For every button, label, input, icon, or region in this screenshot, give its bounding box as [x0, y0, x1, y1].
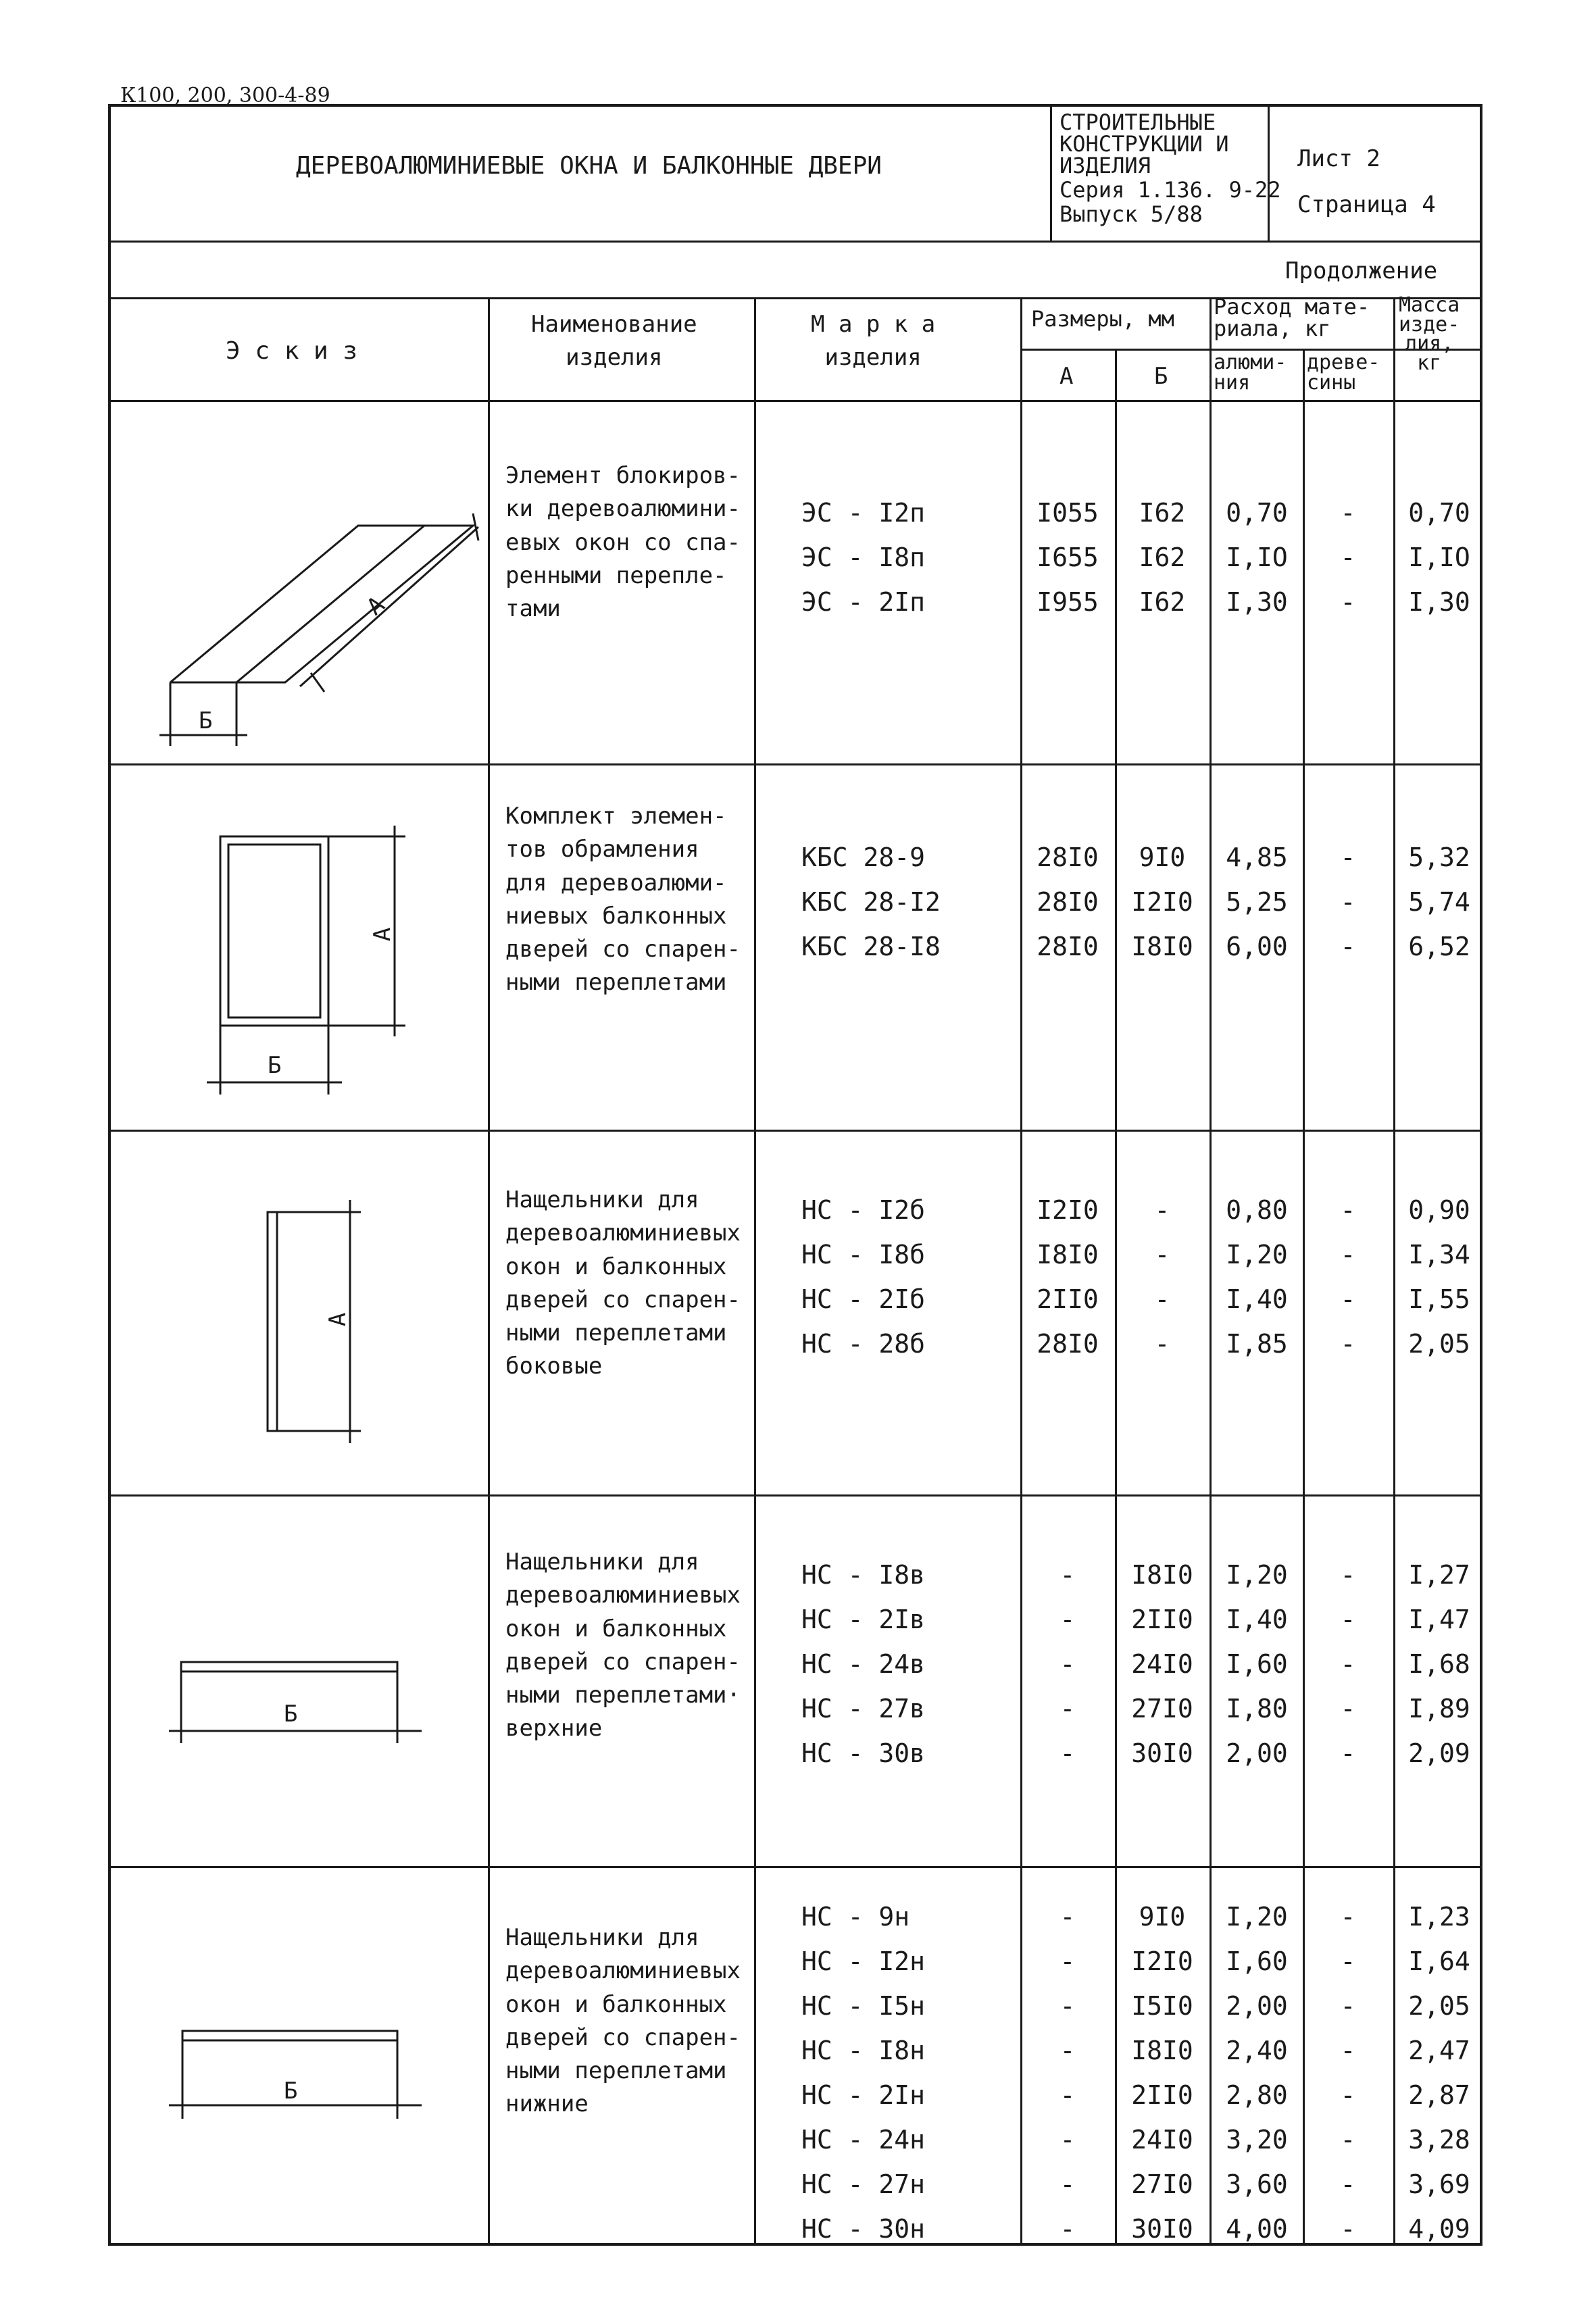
cell-al: I,60 — [1226, 1946, 1288, 1976]
cell-wood: - — [1340, 498, 1356, 528]
cell-b: 27I0 — [1131, 1694, 1193, 1724]
cell-wood: - — [1340, 587, 1356, 617]
cell-wood: - — [1340, 1694, 1356, 1724]
cell-mark: НС - 9н — [801, 1902, 910, 1932]
cell-wood: - — [1340, 1240, 1356, 1269]
cell-mass: I,55 — [1408, 1284, 1470, 1314]
cell-al: 0,70 — [1226, 498, 1288, 528]
cell-al: 3,60 — [1226, 2169, 1288, 2199]
cell-al: 3,20 — [1226, 2125, 1288, 2155]
cell-wood: - — [1340, 1991, 1356, 2021]
product-name: Комплект элемен- тов обрамления для деревоалюми- ниевых балконных дверей со спарен- ными переплетами — [505, 803, 741, 997]
product-name: Нащельники для деревоалюминиевых окон и балконных дверей со спарен- ными переплетами· верхние — [505, 1549, 741, 1742]
col-header-wood: древе- сины — [1307, 351, 1380, 395]
product-name: Нащельники для деревоалюминиевых окон и балконных дверей со спарен- ными переплетами нижние — [505, 1924, 741, 2118]
cell-mark: КБС 28-9 — [801, 842, 926, 872]
cell-a: 28I0 — [1037, 887, 1099, 917]
cell-mass: 0,90 — [1408, 1195, 1470, 1225]
dimension-label-b: Б — [284, 2078, 298, 2105]
cell-mass: 4,09 — [1408, 2214, 1470, 2244]
cell-b: I8I0 — [1131, 1560, 1193, 1590]
cell-wood: - — [1340, 2169, 1356, 2199]
cell-b: I2I0 — [1131, 1946, 1193, 1976]
document-code: К100, 200, 300-4-89 — [120, 84, 330, 107]
cell-wood: - — [1340, 932, 1356, 961]
cell-a: I655 — [1037, 543, 1099, 572]
cell-a: - — [1059, 1694, 1076, 1724]
cell-b: - — [1154, 1329, 1170, 1359]
cell-wood: - — [1340, 543, 1356, 572]
cell-al: 4,00 — [1226, 2214, 1288, 2244]
cell-wood: - — [1340, 842, 1356, 872]
cell-mass: 3,28 — [1408, 2125, 1470, 2155]
cell-mass: 2,47 — [1408, 2036, 1470, 2065]
cell-a: - — [1059, 2080, 1076, 2110]
stamp-line: Выпуск 5/88 — [1059, 201, 1203, 227]
cell-mass: 2,05 — [1408, 1329, 1470, 1359]
sheet-number: Лист 2 — [1297, 145, 1380, 172]
cell-mass: 2,09 — [1408, 1738, 1470, 1768]
cell-mark: НС - 30н — [801, 2214, 926, 2244]
cell-b: I2I0 — [1131, 887, 1193, 917]
cell-al: I,20 — [1226, 1902, 1288, 1932]
cell-a: - — [1059, 2169, 1076, 2199]
page-number: Страница 4 — [1297, 191, 1436, 218]
cell-mark: НС - 24в — [801, 1649, 926, 1679]
cell-mass: I,34 — [1408, 1240, 1470, 1269]
cell-wood: - — [1340, 1329, 1356, 1359]
cell-mass: 3,69 — [1408, 2169, 1470, 2199]
cell-wood: - — [1340, 2214, 1356, 2244]
col-header-size-b: Б — [1154, 363, 1168, 390]
cell-al: I,20 — [1226, 1240, 1288, 1269]
cell-mass: 5,74 — [1408, 887, 1470, 917]
continuation-label: Продолжение — [1285, 257, 1438, 284]
cell-mass: I,30 — [1408, 587, 1470, 617]
cell-a: 28I0 — [1037, 1329, 1099, 1359]
product-name: Элемент блокиров- ки деревоалюмини- евых окон со спа- ренными перепле- тами — [505, 462, 741, 623]
cell-mark: НС - 27н — [801, 2169, 926, 2199]
cell-b: I62 — [1139, 587, 1186, 617]
cell-mass: I,64 — [1408, 1946, 1470, 1976]
cell-mark: НС - I2б — [801, 1195, 926, 1225]
cell-mass: I,47 — [1408, 1605, 1470, 1634]
col-header-size-a: А — [1059, 363, 1074, 390]
dimension-label-a: А — [369, 927, 397, 942]
cell-mark: НС - 2Iн — [801, 2080, 926, 2110]
cell-al: 0,80 — [1226, 1195, 1288, 1225]
cell-wood: - — [1340, 2125, 1356, 2155]
cell-b: - — [1154, 1195, 1170, 1225]
cell-mark: НС - 2Iв — [801, 1605, 926, 1634]
col-header-consumption: Расход мате- риала, кг — [1214, 294, 1370, 341]
cell-a: - — [1059, 1649, 1076, 1679]
cell-b: 30I0 — [1131, 1738, 1193, 1768]
cell-wood: - — [1340, 2036, 1356, 2065]
cell-mass: 2,87 — [1408, 2080, 1470, 2110]
cell-al: I,40 — [1226, 1605, 1288, 1634]
cell-mark: ЭС - I8п — [801, 543, 926, 572]
cell-a: - — [1059, 2125, 1076, 2155]
dimension-label-b: Б — [268, 1052, 282, 1079]
cell-mass: I,89 — [1408, 1694, 1470, 1724]
cell-b: I8I0 — [1131, 932, 1193, 961]
frame-kit-sketch — [207, 826, 405, 1095]
col-header-mass: Масса изде- лия, кг — [1399, 293, 1460, 375]
cell-mark: НС - I8н — [801, 2036, 926, 2065]
cell-b: 24I0 — [1131, 1649, 1193, 1679]
product-name: Нащельники для деревоалюминиевых окон и балконных дверей со спарен- ными переплетами боковые — [505, 1186, 741, 1380]
cell-wood: - — [1340, 1649, 1356, 1679]
cell-a: I055 — [1037, 498, 1099, 528]
cell-a: - — [1059, 1738, 1076, 1768]
cell-al: I,60 — [1226, 1649, 1288, 1679]
cell-wood: - — [1340, 1738, 1356, 1768]
cell-b: - — [1154, 1240, 1170, 1269]
cell-wood: - — [1340, 1902, 1356, 1932]
cell-a: 2II0 — [1037, 1284, 1099, 1314]
stamp-line: Серия 1.136. 9-22 — [1059, 177, 1281, 203]
cell-al: 2,80 — [1226, 2080, 1288, 2110]
cell-b: 9I0 — [1139, 842, 1186, 872]
col-header-mark: М а р к а изделия — [811, 311, 936, 372]
dimension-label-b: Б — [199, 707, 213, 734]
cell-al: I,IO — [1226, 543, 1288, 572]
bottom-strip-sketch — [169, 2031, 422, 2119]
cell-al: 6,00 — [1226, 932, 1288, 961]
cell-b: 24I0 — [1131, 2125, 1193, 2155]
cell-al: I,40 — [1226, 1284, 1288, 1314]
cell-mass: 6,52 — [1408, 932, 1470, 961]
cell-a: I955 — [1037, 587, 1099, 617]
cell-a: - — [1059, 1991, 1076, 2021]
cell-wood: - — [1340, 1605, 1356, 1634]
cell-mark: НС - 27в — [801, 1694, 926, 1724]
cell-wood: - — [1340, 887, 1356, 917]
cell-mass: 0,70 — [1408, 498, 1470, 528]
cell-mass: I,68 — [1408, 1649, 1470, 1679]
cell-a: I2I0 — [1037, 1195, 1099, 1225]
cell-wood: - — [1340, 1560, 1356, 1590]
cell-al: I,30 — [1226, 587, 1288, 617]
cell-mark: НС - 2Iб — [801, 1284, 926, 1314]
cell-mark: НС - I8в — [801, 1560, 926, 1590]
cell-mass: I,IO — [1408, 543, 1470, 572]
document-title: ДЕРЕВОАЛЮМИНИЕВЫЕ ОКНА И БАЛКОННЫЕ ДВЕРИ — [296, 152, 882, 180]
cell-b: 2II0 — [1131, 1605, 1193, 1634]
stamp-line: КОНСТРУКЦИИ И — [1059, 131, 1229, 157]
cell-a: I8I0 — [1037, 1240, 1099, 1269]
cell-mass: I,23 — [1408, 1902, 1470, 1932]
cell-mass: 5,32 — [1408, 842, 1470, 872]
cell-wood: - — [1340, 2080, 1356, 2110]
cell-b: I62 — [1139, 498, 1186, 528]
cell-mark: НС - I8б — [801, 1240, 926, 1269]
col-header-sizes: Размеры, мм — [1031, 306, 1174, 332]
cell-a: 28I0 — [1037, 932, 1099, 961]
cell-b: 9I0 — [1139, 1902, 1186, 1932]
cell-b: I62 — [1139, 543, 1186, 572]
cell-a: 28I0 — [1037, 842, 1099, 872]
cell-al: I,80 — [1226, 1694, 1288, 1724]
cell-mark: ЭС - 2Iп — [801, 587, 926, 617]
cell-mark: КБС 28-I2 — [801, 887, 941, 917]
dimension-label-a: А — [361, 591, 390, 621]
cell-al: 5,25 — [1226, 887, 1288, 917]
cell-a: - — [1059, 1902, 1076, 1932]
cell-wood: - — [1340, 1195, 1356, 1225]
cell-wood: - — [1340, 1946, 1356, 1976]
cell-a: - — [1059, 1946, 1076, 1976]
cell-mark: НС - 24н — [801, 2125, 926, 2155]
cell-mass: 2,05 — [1408, 1991, 1470, 2021]
cell-mark: НС - 28б — [801, 1329, 926, 1359]
stamp-line: СТРОИТЕЛЬНЫЕ — [1059, 109, 1216, 135]
cell-b: 2II0 — [1131, 2080, 1193, 2110]
cell-b: I8I0 — [1131, 2036, 1193, 2065]
dimension-label-b: Б — [284, 1701, 298, 1728]
stamp-line: ИЗДЕЛИЯ — [1059, 153, 1151, 178]
col-header-sketch: Э с к и з — [226, 337, 358, 365]
cell-b: - — [1154, 1284, 1170, 1314]
col-header-aluminium: алюми- ния — [1214, 351, 1287, 395]
cell-mark: НС - I5н — [801, 1991, 926, 2021]
cell-mark: ЭС - I2п — [801, 498, 926, 528]
cell-a: - — [1059, 1605, 1076, 1634]
cell-al: 2,40 — [1226, 2036, 1288, 2065]
cell-wood: - — [1340, 1284, 1356, 1314]
cell-al: I,85 — [1226, 1329, 1288, 1359]
cell-mark: НС - 30в — [801, 1738, 926, 1768]
cell-a: - — [1059, 2036, 1076, 2065]
cell-mark: КБС 28-I8 — [801, 932, 941, 961]
cell-mark: НС - I2н — [801, 1946, 926, 1976]
cell-al: I,20 — [1226, 1560, 1288, 1590]
cell-mass: I,27 — [1408, 1560, 1470, 1590]
cell-al: 2,00 — [1226, 1738, 1288, 1768]
cell-al: 2,00 — [1226, 1991, 1288, 2021]
cell-b: 30I0 — [1131, 2214, 1193, 2244]
cell-b: 27I0 — [1131, 2169, 1193, 2199]
cell-b: I5I0 — [1131, 1991, 1193, 2021]
col-header-name: Наименование изделия — [531, 311, 697, 372]
cell-a: - — [1059, 2214, 1076, 2244]
cell-a: - — [1059, 1560, 1076, 1590]
dimension-label-a: А — [324, 1312, 352, 1327]
cell-al: 4,85 — [1226, 842, 1288, 872]
